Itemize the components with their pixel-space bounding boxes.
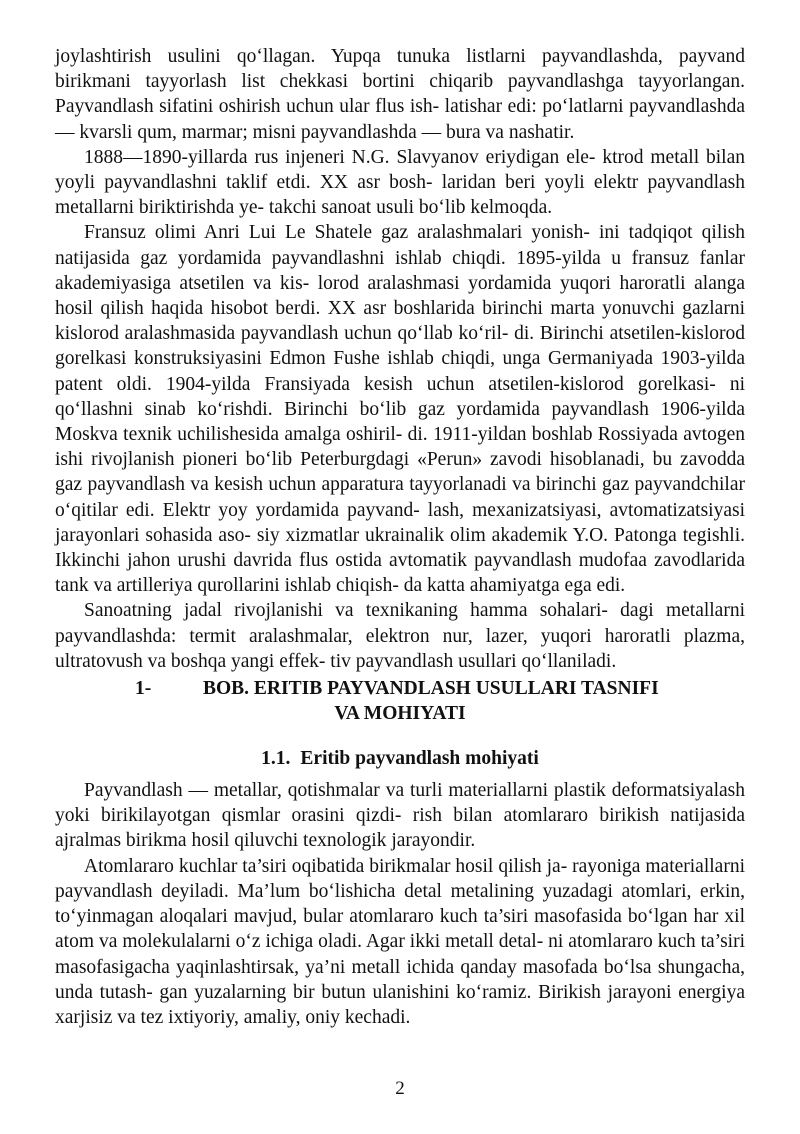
section-number: 1.1. (261, 748, 291, 770)
paragraph-le-shatele: Fransuz olimi Anri Lui Le Shatele gaz aralashmalari yonish- ini tadqiqot qilish natijasida gaz yordamida payvandlashni ishlab chiqdi. 1895-yilda u fransuz fanlar akademiyasiga atsetilen va kis- lorod aralashmasi yordamida yuqori haroratli alanga hosil qilish haqida hisobot berdi. XX asr boshlarida birinchi marta yonuvchi gazlarni kislorod aralashmasida payvandlash uchun qo‘llab ko‘ril- di. Birinchi atsetilen-kislorod gorelkasi konstruksiyasini Edmon Fushe ishlab chiqdi, unga Germaniyada 1903-yilda patent oldi. 1904-yilda Fransiyada kesish uchun atsetilen-kislorod gorelkasi- ni qo‘llashni sinab ko‘rishdi. Birinchi bo‘lib gaz yordamida payvandlash 1906-yilda Moskva texnik uchilishesida amalga oshiril- di. 1911-yildan boshlab Rossiyada avtogen ishi rivojlanish pioneri bo‘lib Peterburgdagi «Perun» zavodi hisoblanadi, bu zavodda gaz payvandlash va kesish uchun apparatura tayyorlanadi va birinchi gaz payvandchilar o‘qitilar edi. Elektr yoy yordamida payvand- lash, mexanizatsiyasi, avtomatizatsiyasi jarayonlari sohasida aso- siy xizmatlar ukrainalik olim akademik Y.O. Patonga tegishli. Ikkinchi jahon urushi davrida flus ostida avtomatik payvandlash mudofaa zavodlarida tank va artilleriya qurollarini ishlab chiqish- da katta ahamiyatga ega edi. (55, 222, 745, 597)
section-heading (55, 746, 745, 771)
paragraph-industry: Sanoatning jadal rivojlanishi va texnikaning hamma sohalari- dagi metallarni payvandlashda: termit aralashmalar, elektron nur, lazer, yuqori haroratli plazma, ultratovush va boshqa yangi effek- tiv payvandlash usullari qo‘llaniladi. (55, 600, 745, 672)
paragraph-continued: joylashtirish usulini qo‘llagan. Yupqa tunuka listlarni payvandlashda, payvand birikmani tayyorlash list chekkasi bortini chiqarib payvandlashga tayyorlangan. Payvandlash sifatini oshirish uchun ular flus ish- latishar edi: po‘latlarni payvandlashda — kvarsli qum, marmar; misni payvandlashda — bura va nashatir. (55, 46, 745, 143)
chapter-number: 1- (135, 678, 152, 700)
section-title: Eritib payvandlash mohiyati (300, 748, 539, 770)
paragraph-definition: Payvandlash — metallar, qotishmalar va turli materiallarni plastik deformatsiyalash yoki birikilayotgan qismlar orasini qizdi- rish bilan atomlararo birikish natijasida ajralmas birikma hosil qiluvchi texnologik jarayondir. (55, 780, 745, 852)
paragraph-slavyanov: 1888—1890-yillarda rus injeneri N.G. Slavyanov eriydigan ele- ktrod metall bilan yoyli payvandlashni taklif etdi. XX asr bosh- laridan beri yoyli elektr payvandlash metallarni biriktirishda ye- takchi sanoat usuli bo‘lib kelmoqda. (55, 146, 745, 219)
chapter-title-line2: VA MOHIYATI (334, 703, 466, 725)
page-number: 2 (395, 1078, 405, 1099)
chapter-title-line1: BOB. ERITIB PAYVANDLASH USULLARI TASNIFI (203, 678, 659, 700)
paragraph-atomic-forces: Atomlararo kuchlar ta’siri oqibatida birikmalar hosil qilish ja- rayoniga materiallarni payvandlash deyiladi. Ma’lum bo‘lishicha detal metalining yuzadagi atomlari, erkin, to‘yinmagan aloqalari mavjud, bular atomlararo kuch ta’siri masofasida bo‘lgan har xil atom va molekulalarni o‘z ichiga oladi. Agar ikki metall detal- ni atomlararo kuch ta’siri masofasigacha yaqinlashtirsak, ya’ni metall ichida qanday masofada bo‘lsa shungacha, unda tutash- gan yuzalarning bir butun ulanishini ko‘ramiz. Birikish jarayoni energiya xarjisiz va tez ixtiyoriy, amaliy, oniy kechadi. (55, 855, 745, 1028)
chapter-heading (55, 676, 745, 726)
